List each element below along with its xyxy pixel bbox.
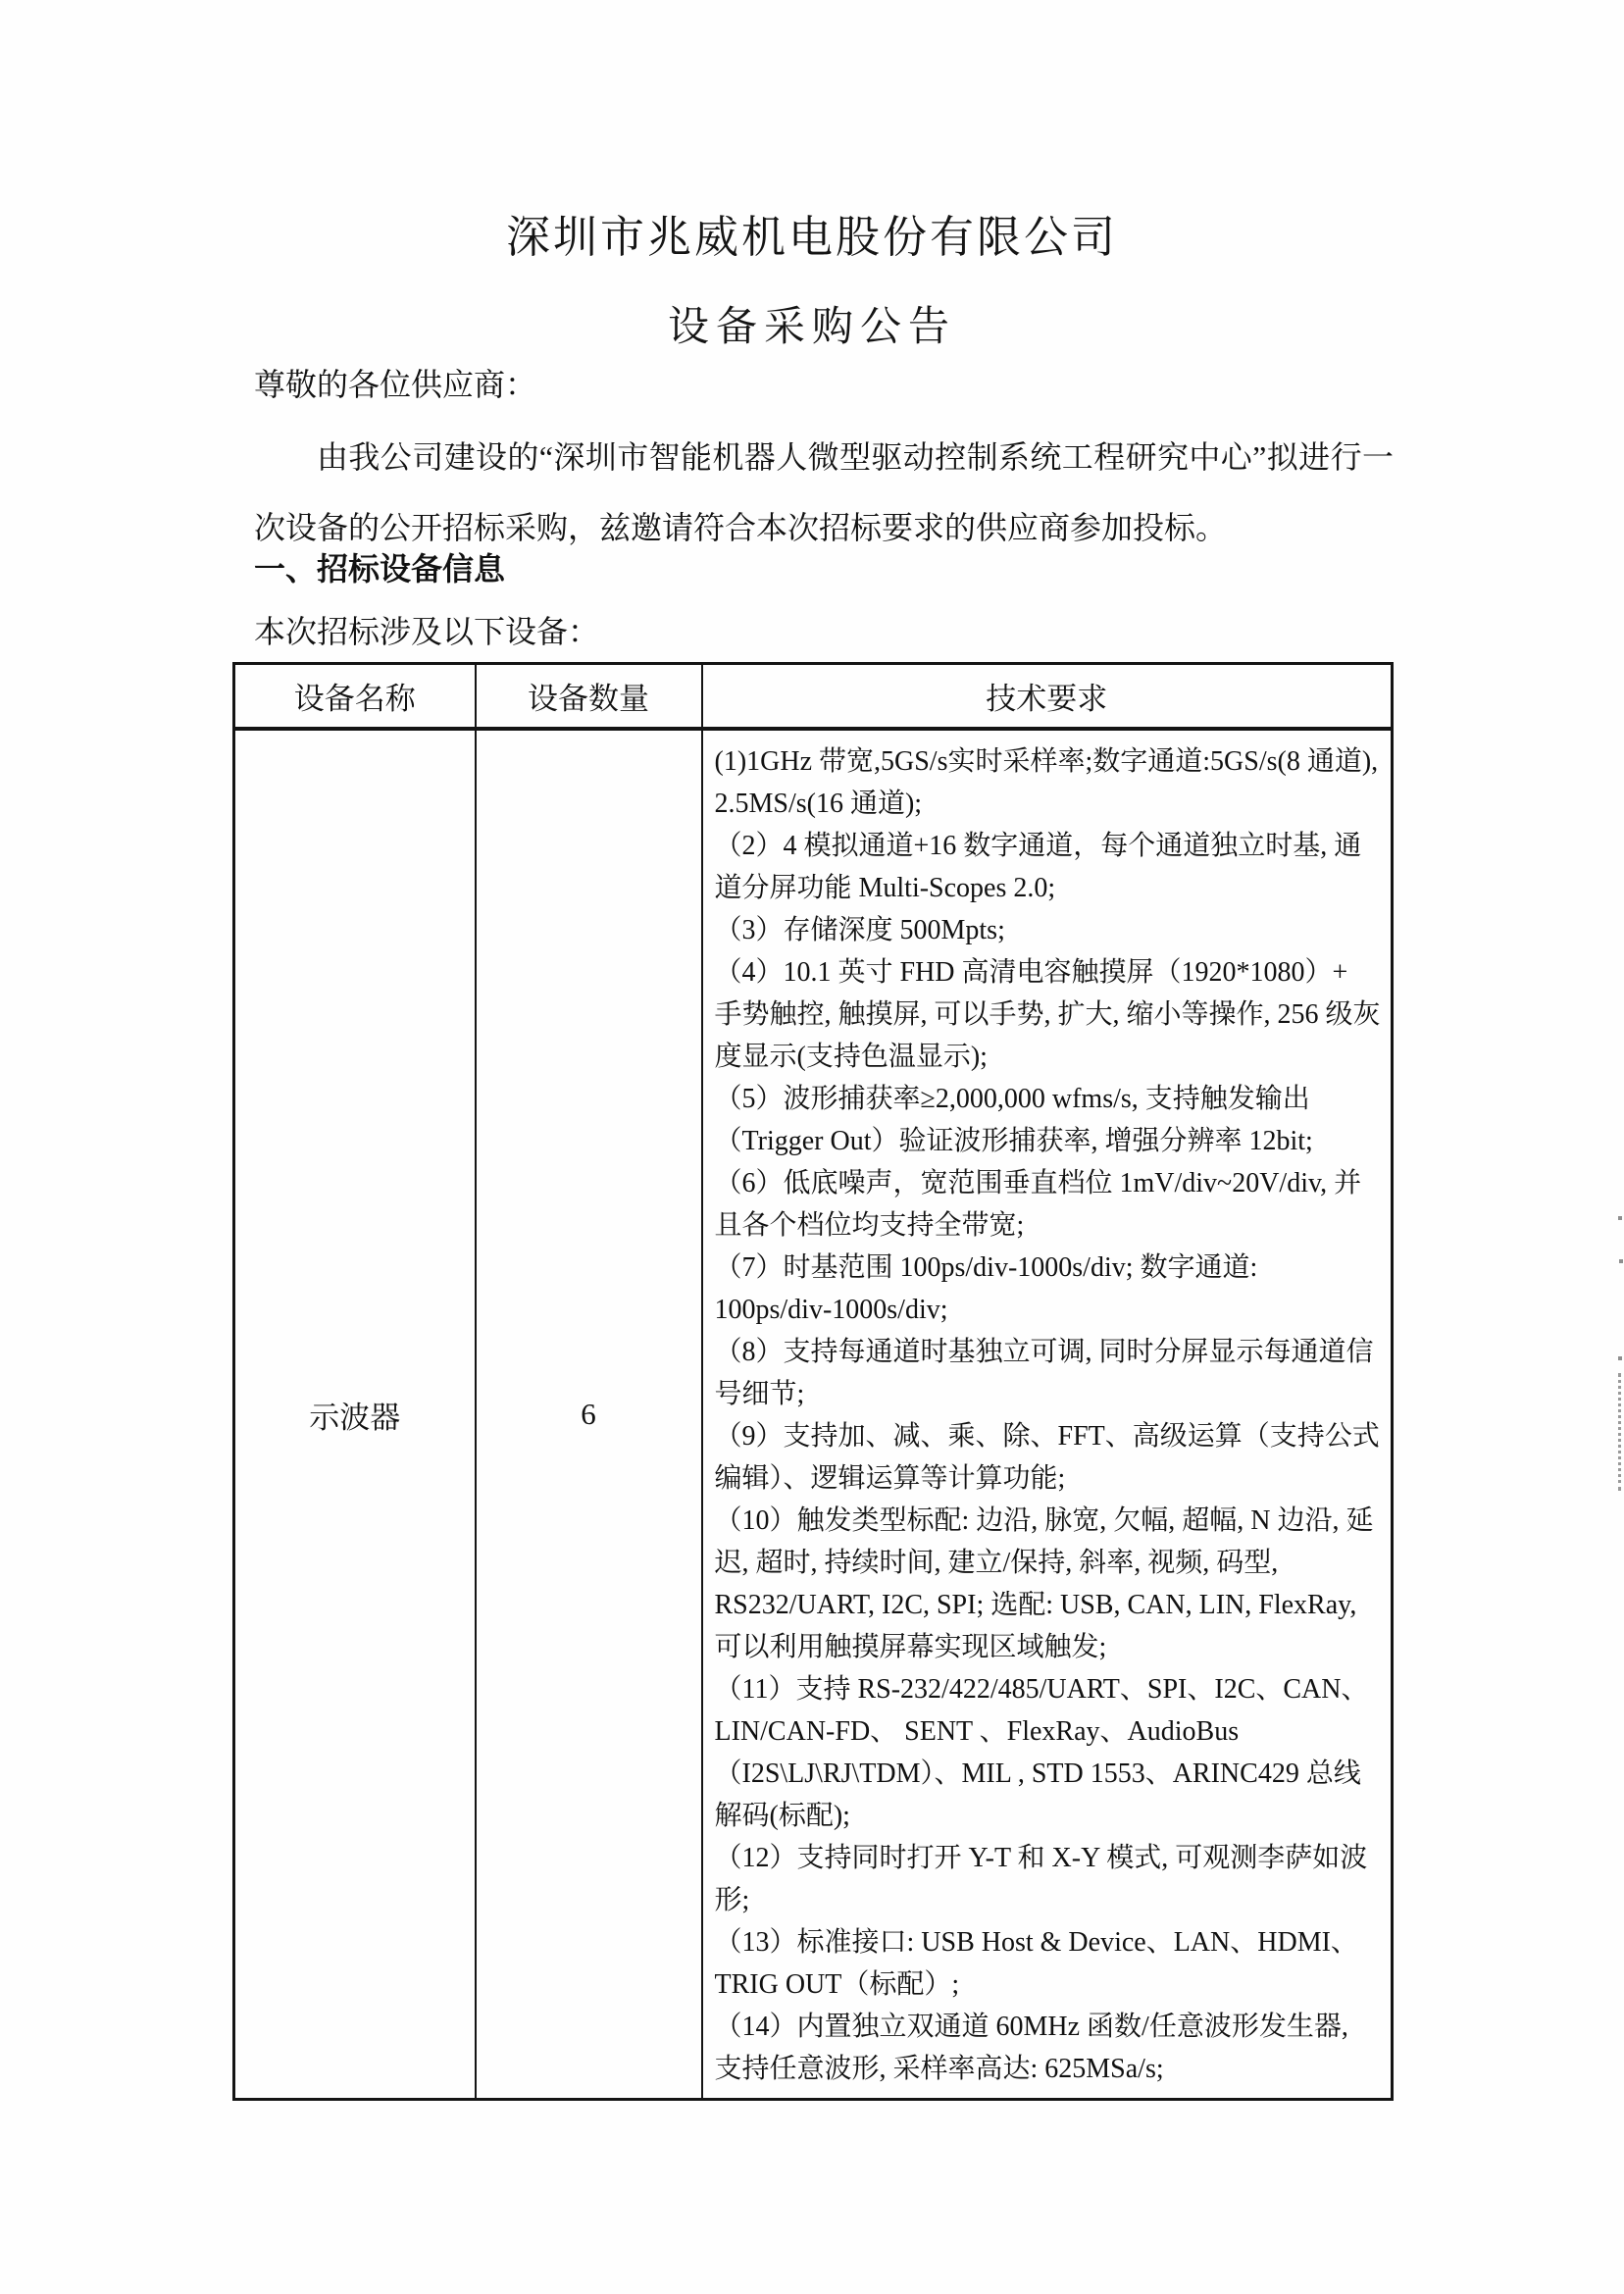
device-name-cell: 示波器 [234,729,476,2100]
notice-subtitle: 设备采购公告 [667,305,956,350]
company-title: 深圳市兆威机电股份有限公司 [505,213,1118,262]
requirement-item: （7）时基范围 100ps/div-1000s/div; 数字通道: 100ps/div-1000s/div; [714,1252,1258,1325]
requirement-item: （10）触发类型标配: 边沿, 脉宽, 欠幅, 超幅, N 边沿, 延迟, 超时, 持续时间, 建立/保持, 斜率, 视频, 码型, RS232/UART, I2C, SPI; 选配: USB, CAN, LIN, FlexRay, 可以利用触摸屏幕实现区域触发; [714,1505,1374,1662]
requirement-item: （5）波形捕获率≥2,000,000 wfms/s, 支持触发输出（Trigger Out）验证波形捕获率, 增强分辨率 12bit; [714,1084,1313,1156]
requirement-item: （2）4 模拟通道+16 数字通道，每个通道独立时基, 通道分屏功能 Multi-Scopes 2.0; [714,831,1362,903]
requirement-item: （13）标准接口: USB Host & Device、LAN、HDMI、TRIG OUT（标配）; [714,1927,1358,2000]
scan-artifact [1618,1356,1622,1360]
requirement-item: （12）支持同时打开 Y-T 和 X-Y 模式, 可观测李萨如波形; [714,1843,1368,1915]
requirement-item: （14）内置独立双通道 60MHz 函数/任意波形发生器, 支持任意波形, 采样率高达: 625MSa/s; [714,2012,1348,2084]
requirement-item: （8）支持每通道时基独立可调, 同时分屏显示每通道信号细节; [714,1337,1374,1409]
table-row [234,729,1393,2100]
scan-artifact [1619,1259,1623,1263]
table-lead-text: 本次招标涉及以下设备： [254,614,600,649]
scan-artifact [1618,1216,1622,1220]
device-quantity-cell: 6 [476,729,702,2100]
section-heading-bid-equipment-info: 一、招标设备信息 [254,551,506,586]
technical-requirements-cell [702,729,1393,2100]
table-header-row [234,664,1393,730]
col-header-technical-requirements: 技术要求 [702,664,1393,730]
requirement-item: (1)1GHz 带宽,5GS/s实时采样率;数字通道:5GS/s(8 通道), 2.5MS/s(16 通道); [714,746,1379,819]
scan-artifact [1618,1373,1621,1491]
col-header-device-name: 设备名称 [234,664,476,730]
requirement-item: （4）10.1 英寸 FHD 高清电容触摸屏（1920*1080）+ 手势触控, 触摸屏, 可以手势, 扩大, 缩小等操作, 256 级灰度显示(支持色温显示); [714,957,1381,1072]
col-header-device-quantity: 设备数量 [476,664,702,730]
requirement-item: （11）支持 RS-232/422/485/UART、SPI、I2C、CAN、LIN/CAN-FD、 SENT 、FlexRay、AudioBus（I2S\LJ\RJ\TDM）、MIL , STD 1553、ARINC429 总线解码(标配); [714,1674,1369,1831]
equipment-table [232,662,1394,2101]
intro-paragraph: 由我公司建设的“深圳市智能机器人微型驱动控制系统工程研究中心”拟进行一次设备的公开招标采购，兹邀请符合本次招标要求的供应商参加投标。 [254,439,1394,545]
requirement-item: （3）存储深度 500Mpts; [714,915,1005,945]
supplier-greeting: 尊敬的各位供应商： [254,367,537,402]
requirement-item: （9）支持加、减、乘、除、FFT、高级运算（支持公式编辑）、逻辑运算等计算功能; [714,1421,1380,1494]
requirement-item: （6）低底噪声，宽范围垂直档位 1mV/div~20V/div, 并且各个档位均支持全带宽; [714,1168,1362,1241]
